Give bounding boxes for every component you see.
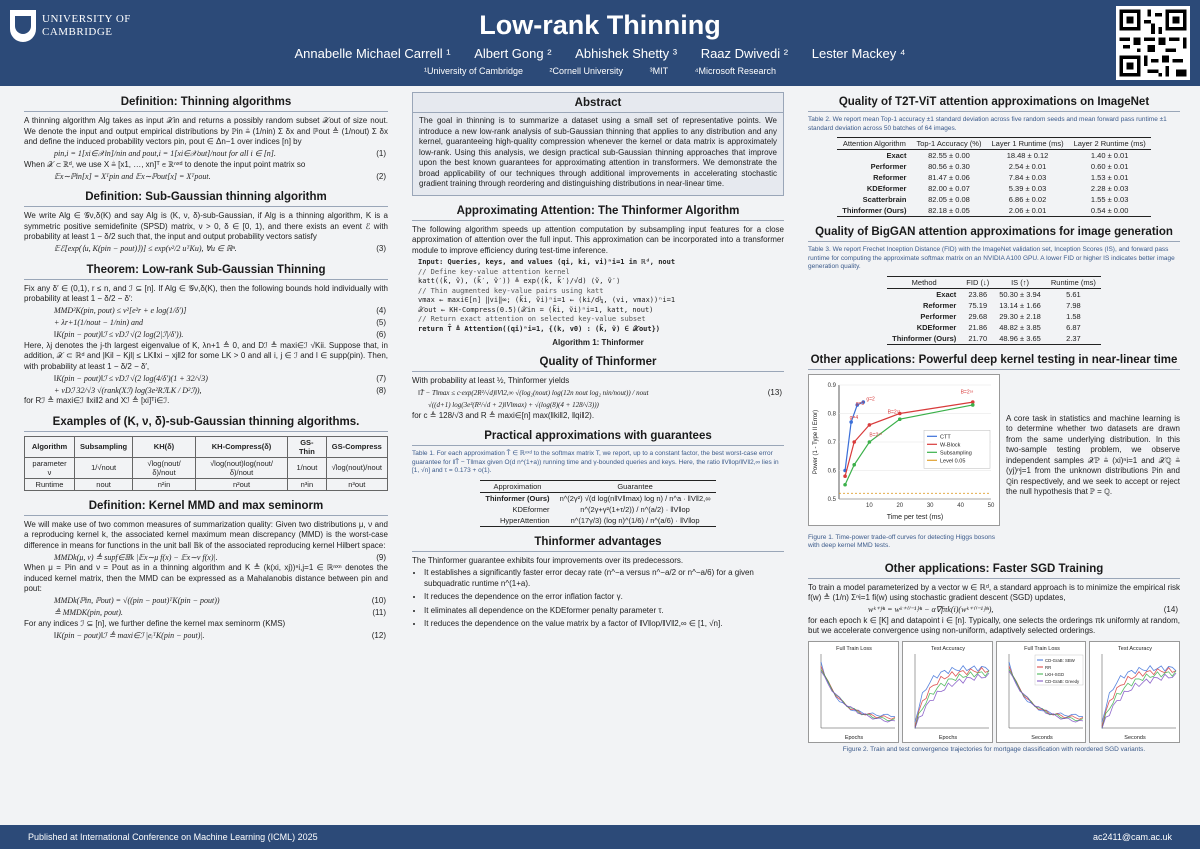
body-text: for each epoch k ∈ [K] and datapoint i ∈ [n]. Typically, one selects the orderings πk uniformly at random, but we accelerate convergence using non-uniform, adaptively selected orderings. bbox=[808, 615, 1180, 635]
legend-label: LKH-SGD bbox=[1044, 671, 1064, 677]
cell-value: 29.30 ± 2.18 bbox=[999, 311, 1041, 321]
plot-title: Test Accuracy bbox=[1118, 645, 1153, 652]
section-mmd bbox=[24, 496, 388, 642]
table-row bbox=[837, 183, 1150, 194]
cell-value: 5.39 ± 0.03 bbox=[1008, 184, 1047, 193]
table-row: HyperAttention n^(17γ/3) (log n)^(1/6) / n^(a/6) · ‖V‖op bbox=[480, 515, 715, 527]
cell-value: 1.55 ± 0.03 bbox=[1090, 195, 1129, 204]
series-line bbox=[1102, 667, 1176, 726]
row-label: KDEformer bbox=[866, 184, 907, 193]
cell-value: 23.86 bbox=[968, 289, 988, 299]
equation: 𝔼ℰ[exp(⟨u, K(pin − pout)⟩)] ≤ exp(ν²/2 uᵀKu), ∀u ∈ ℝⁿ. (3) bbox=[54, 244, 386, 253]
annotation-label: B=2¹² bbox=[887, 409, 901, 415]
author: Albert Gong ² bbox=[474, 46, 552, 61]
cell-value: 80.56 ± 0.30 bbox=[928, 162, 970, 171]
cell-value: 2.54 ± 0.01 bbox=[1008, 162, 1047, 171]
sgd-train-loss-epochs-plot bbox=[808, 641, 899, 743]
section-sgd bbox=[808, 559, 1180, 755]
equation: ‖T̂ − T‖max ≤ c·exp(2R²/√d)‖V‖2,∞ √(log₂(nout) log(12n nout log₂ nin/nout)) / nout (13) bbox=[418, 388, 782, 397]
row-label: Performer bbox=[920, 311, 957, 321]
row-label: KDEformer bbox=[916, 322, 957, 332]
body-text: With probability at least ½, Thinformer yields bbox=[412, 376, 570, 385]
data-point bbox=[852, 463, 856, 467]
table-header-row: Method FID (↓) IS (↑) Runtime (ms) bbox=[887, 276, 1101, 288]
data-point bbox=[971, 403, 975, 407]
equation: pin,i = 1[xi∈𝒳in]/nin and pout,i = 1[xi∈𝒳out]/nout for all i ∈ [n]. (1) bbox=[54, 148, 386, 158]
annotation-label: g=3 bbox=[855, 400, 865, 407]
data-point bbox=[868, 423, 872, 427]
section-quality bbox=[412, 352, 784, 421]
cell-value: 0.54 ± 0.00 bbox=[1069, 205, 1151, 217]
examples-table bbox=[24, 436, 388, 491]
x-axis-label: Seconds bbox=[1030, 734, 1053, 741]
equation: + νDℐ 32/√3 √(rank(Xℐ) log(3e²RℐLK / D²ℐ)), (8) bbox=[54, 385, 386, 395]
table-header-row: Approximation Guarantee bbox=[480, 480, 715, 492]
cell-value: 2.37 bbox=[1046, 333, 1101, 345]
section-practical bbox=[412, 426, 784, 527]
table-caption: Table 3. We report Frechet Inception Distance (FID) with the ImageNet validation set, Inception Scores (IS), and forward pass runtime for computing the approximate softmax matrix on an NVIDIA A100 GPU. A lower FID or higher IS indicates better image generation quality. bbox=[808, 246, 1175, 270]
biggan-table bbox=[887, 276, 1101, 345]
series-line bbox=[915, 667, 989, 726]
section-title: Theorem: Low-rank Sub-Gaussian Thinning bbox=[24, 260, 388, 280]
table-row: Runtime nout n²in n²out n³in n³out bbox=[25, 478, 388, 490]
section-examples bbox=[24, 412, 388, 491]
legend-label: CTT bbox=[940, 433, 951, 440]
x-axis-label: Seconds bbox=[1124, 734, 1146, 741]
section-title: Quality of Thinformer bbox=[412, 352, 784, 372]
row-label: Reformer bbox=[873, 173, 907, 182]
equation: MMDk(ℙin, ℙout) = √((pin − pout)ᵀK(pin − pout)) (10) bbox=[54, 596, 386, 605]
data-point bbox=[843, 474, 847, 478]
contact-email[interactable]: ac2411@cam.ac.uk bbox=[1092, 832, 1172, 842]
data-point bbox=[852, 440, 856, 444]
series-line bbox=[821, 666, 895, 719]
section-advantages bbox=[412, 532, 784, 630]
author: Abhishek Shetty ³ bbox=[575, 46, 678, 61]
right-column bbox=[808, 92, 1180, 759]
plot-title: Full Train Loss bbox=[1023, 645, 1060, 652]
table-row bbox=[887, 300, 1101, 311]
table-row: KDEformer n^(2γ+γ²(1+τ/2)) / n^(a/2) · ‖V‖op bbox=[512, 504, 690, 514]
body-text: Fix any δ′ ∈ (0,1), r ≤ n, and ℐ ⊆ [n]. If Alg ∈ 𝒢ν,δ(K), then the following bounds hold individually with probability at least 1 − δ/2 − δ′: bbox=[24, 283, 388, 303]
annotation-label: g=4 bbox=[849, 414, 859, 421]
cell-value: 2.28 ± 0.03 bbox=[1090, 184, 1129, 193]
data-point bbox=[868, 440, 872, 444]
cell-value: 82.55 ± 0.00 bbox=[928, 151, 970, 160]
row-label: Exact bbox=[886, 151, 907, 160]
series-line bbox=[1102, 670, 1176, 728]
equation: ‖K(pin − pout)‖ℐ ≜ maxi∈ℐ |eᵢᵀK(pin − pout)|. (12) bbox=[54, 630, 386, 640]
body-text: Here, λj denotes the j-th largest eigenvalue of K, λn+1 ≜ 0, and Dℐ ≜ maxi∈ℐ √Kii. Suppose that, in addition, 𝒳 ⊂ ℝᵈ and |Kil − Kjl| ≤ LK‖xi − xj‖2 for some LK > 0 and all i, j ∈ ℐ and l ∈ supp(pin). Then, with probability at least 1 − δ/2 − δ′, bbox=[24, 340, 388, 371]
section-title: Examples of (K, ν, δ)-sub-Gaussian thinning algorithms. bbox=[24, 412, 388, 432]
cell-value: 21.86 bbox=[968, 322, 988, 332]
body-text: for Rℐ ≜ maxi∈ℐ ‖xi‖2 and Xℐ ≜ [xi]ᵀi∈ℐ. bbox=[24, 396, 170, 405]
equation: 𝔼x∼ℙin[x] = Xᵀpin and 𝔼x∼ℙout[x] = Xᵀpout. (2) bbox=[54, 171, 386, 181]
cell-value: 13.14 ± 1.66 bbox=[999, 300, 1041, 310]
section-title: Other applications: Faster SGD Training bbox=[808, 559, 1180, 579]
equation: wᵏ⁺ⁱ⁄ⁿ = wᵏ⁺⁽ⁱ⁻¹⁾⁄ⁿ − α∇fπk(i)(wᵏ⁺⁽ⁱ⁻¹⁾⁄ⁿ), (14) bbox=[868, 605, 1178, 614]
row-label: Performer bbox=[870, 162, 907, 171]
affiliation: ³MIT bbox=[649, 66, 669, 76]
row-label: Exact bbox=[936, 289, 957, 299]
equation: MMDk(μ, ν) ≜ supf∈𝔹k |𝔼x∼μ f(x) − 𝔼x∼ν f(x)|. (9) bbox=[54, 552, 386, 562]
section-title: Definition: Thinning algorithms bbox=[24, 92, 388, 112]
body-text: A core task in statistics and machine learning is to determine whether two datasets are drawn from the same underlying distribution. In this two-sample testing problem, we observe independent samples 𝒳ℙ ≜ (xi)ⁿi=1 and 𝒳ℚ ≜ (yj)ⁿj=1 from the unknown distributions ℙin and ℚin respectively, and we seek to accept or reject the null hypothesis that ℙ = ℚ. bbox=[1006, 413, 1180, 496]
table-caption: Table 2. We report mean Top-1 accuracy ±1 standard deviation across five random seeds and mean forward pass runtime ±1 standard deviation across 50 batches of 64 images. bbox=[808, 116, 1167, 132]
x-axis-label: Time per test (ms) bbox=[886, 513, 944, 521]
advantage-list bbox=[412, 568, 784, 630]
x-axis-label: Epochs bbox=[938, 734, 957, 741]
series-line bbox=[1102, 673, 1176, 728]
equation: + λr+1(1/nout − 1/nin) and (5) bbox=[54, 318, 386, 327]
table-row bbox=[887, 333, 1101, 345]
sgd-train-loss-seconds-plot bbox=[996, 641, 1087, 743]
table-row bbox=[887, 311, 1101, 322]
cell-value: 29.68 bbox=[968, 311, 988, 321]
legend-label: Subsampling bbox=[940, 449, 972, 456]
algorithm-caption: Algorithm 1: Thinformer bbox=[552, 338, 644, 347]
body-text: The Thinformer guarantee exhibits four improvements over its predecessors. bbox=[412, 555, 684, 565]
sgd-test-acc-epochs-plot bbox=[902, 641, 993, 743]
y-tick-label: 0.5 bbox=[827, 496, 836, 503]
sgd-figure bbox=[808, 641, 1180, 743]
legend-label: W-Block bbox=[940, 441, 961, 448]
left-column bbox=[24, 92, 388, 646]
plot-title: Test Accuracy bbox=[930, 645, 965, 652]
poster-header bbox=[0, 0, 1200, 86]
table-row bbox=[887, 322, 1101, 333]
section-title: Abstract bbox=[413, 93, 783, 113]
cell-value: 1.40 ± 0.01 bbox=[1090, 151, 1129, 160]
x-tick-label: 50 bbox=[987, 502, 995, 509]
affiliation: ⁴Microsoft Research bbox=[694, 66, 776, 76]
y-axis-label: Power (1 - Type II Error) bbox=[813, 409, 819, 474]
sgd-test-acc-seconds-plot bbox=[1089, 641, 1180, 743]
section-biggan bbox=[808, 222, 1180, 345]
row-label: Reformer bbox=[922, 300, 957, 310]
cell-value: 7.84 ± 0.03 bbox=[1008, 173, 1047, 182]
cell-value: 0.60 ± 0.01 bbox=[1090, 162, 1129, 171]
series-line bbox=[845, 402, 863, 470]
t2t-vit-table bbox=[837, 137, 1150, 217]
section-title: Thinformer advantages bbox=[412, 532, 784, 552]
table-row bbox=[837, 205, 1150, 217]
equation: √((d+1) log(3e²(R²/√d + 2)‖V‖max) + √(log(8)(4 + 128/√3))) bbox=[428, 400, 599, 409]
annotation-label: B=2¹⁰ bbox=[869, 431, 883, 438]
section-title: Definition: Sub-Gaussian thinning algorithm bbox=[24, 187, 388, 207]
x-tick-label: 10 bbox=[866, 502, 873, 509]
poster-footer bbox=[0, 825, 1200, 849]
x-tick-label: 30 bbox=[926, 502, 934, 509]
section-title: Other applications: Powerful deep kernel testing in near-linear time bbox=[808, 350, 1180, 370]
cell-value: 75.19 bbox=[968, 300, 988, 310]
body-text: To train a model parameterized by a vector w ∈ ℝᵈ, a standard approach is to minimize the empirical risk f(w) ≜ (1/n) Σⁿi=1 fi(w) using stochastic gradient descent (SGD) updates, bbox=[808, 582, 1180, 602]
algorithm-block: Input: Queries, keys, and values (qi, ki, vi)ⁿi=1 in ℝᵈ, nout // Define key-value attention kernel katt((k̃, ṽ), (k̃′, ṽ′)) ≜ exp(⟨k̃, k̃′⟩/√d) ⟨ṽ, ṽ′⟩ // Thin augmented key-value pairs using katt vmax ← maxi∈[n] ‖vi‖∞; (k̃i, ṽi)ⁿi=1 ← (ki/d¼, (vi, vmax))ⁿi=1 𝒳out ← KH-Compress(0.5)(𝒳in = (k̃i, ṽi)ⁿi=1, katt, nout) // Return exact attention on selected key-value subset return T̂ ≜ Attention((qi)ⁿi=1, {(k, v0) : (k̃, ṽ) ∈ 𝒳out}) bbox=[418, 258, 676, 333]
cell-value: 48.82 ± 3.85 bbox=[999, 322, 1041, 332]
legend-label: Level 0.05 bbox=[940, 457, 966, 464]
affiliation: ²Cornell University bbox=[549, 66, 624, 76]
body-text: For any indices ℐ ⊆ [n], we further define the kernel max seminorm (KMS) bbox=[24, 618, 286, 628]
x-tick-label: 20 bbox=[896, 502, 904, 509]
author: Annabelle Michael Carrell ¹ bbox=[294, 46, 451, 61]
power-chart bbox=[808, 374, 1000, 526]
cell-value: 7.98 bbox=[1066, 300, 1081, 310]
poster-title: Low-rank Thinning bbox=[479, 10, 721, 40]
cell-value: 21.70 bbox=[961, 333, 994, 345]
section-title: Quality of T2T-ViT attention approximations on ImageNet bbox=[808, 92, 1180, 112]
cell-value: 18.48 ± 0.12 bbox=[1006, 151, 1049, 160]
table-row bbox=[887, 288, 1101, 300]
cell-value: 82.00 ± 0.07 bbox=[928, 184, 970, 193]
equation: ‖K(pin − pout)‖ℐ ≤ νDℐ √(2 log(2|ℐ|/δ′)). (6) bbox=[54, 330, 386, 339]
affiliation: ¹University of Cambridge bbox=[423, 66, 524, 76]
author-list bbox=[0, 46, 1200, 61]
series-line bbox=[915, 673, 989, 728]
table-row: Thinformer (Ours) n^(2γ²) √(d log(n‖V‖max) log n) / n^a · ‖V‖2,∞ bbox=[485, 493, 711, 503]
section-t2t-vit bbox=[808, 92, 1180, 217]
author: Lester Mackey ⁴ bbox=[811, 46, 906, 61]
middle-column bbox=[412, 92, 784, 635]
row-label: Scatterbrain bbox=[862, 195, 907, 204]
list-item: • It reduces the dependence on the error inflation factor γ. bbox=[424, 592, 784, 603]
figure-caption: Figure 1. Time-power trade-off curves for detecting Higgs bosons with deep kernel MMD tests. bbox=[808, 533, 996, 549]
section-theorem bbox=[24, 260, 388, 407]
section-title: Quality of BigGAN attention approximations for image generation bbox=[808, 222, 1180, 242]
equation: MMD²K(pin, pout) ≤ ν²[e²r + e log(1/δ′)] (4) bbox=[54, 306, 386, 315]
section-abstract bbox=[412, 92, 784, 196]
y-tick-label: 0.6 bbox=[827, 468, 836, 474]
row-label: Thinformer (Ours) bbox=[837, 205, 911, 217]
row-label: Thinformer (Ours) bbox=[887, 333, 961, 345]
section-title: Definition: Kernel MMD and max seminorm bbox=[24, 496, 388, 516]
body-text: The following algorithm speeds up attention computation by subsampling input features for a close approximation of attention over the full input. This approximation can be incorporated into a transformer module to improve efficiency during test-time inference. bbox=[412, 224, 784, 255]
cell-value: 82.18 ± 0.05 bbox=[911, 205, 986, 217]
section-attention bbox=[412, 201, 784, 348]
data-point bbox=[843, 482, 847, 486]
table-row bbox=[837, 161, 1150, 172]
section-thinning-def bbox=[24, 92, 388, 182]
cell-value: 48.96 ± 3.65 bbox=[994, 333, 1046, 345]
annotation-label: B=2¹⁸ bbox=[960, 389, 974, 396]
data-point bbox=[898, 417, 902, 421]
cell-value: 1.58 bbox=[1066, 311, 1081, 321]
legend-label: CD-GraB: SBW bbox=[1044, 657, 1075, 663]
section-title: Practical approximations with guarantees bbox=[412, 426, 784, 446]
cell-value: 2.06 ± 0.01 bbox=[986, 205, 1068, 217]
cell-value: 5.61 bbox=[1066, 289, 1081, 299]
cell-value: 6.87 bbox=[1066, 322, 1081, 332]
y-tick-label: 0.7 bbox=[827, 439, 836, 446]
section-title: Approximating Attention: The Thinformer Algorithm bbox=[412, 201, 784, 221]
series-line bbox=[915, 670, 989, 728]
list-item: • It reduces the dependence on the value matrix by a factor of ‖V‖op/‖V‖2,∞ ∈ [1, √n]. bbox=[424, 619, 784, 630]
author: Raaz Dwivedi ² bbox=[700, 46, 789, 61]
cell-value: 81.47 ± 0.06 bbox=[928, 173, 970, 182]
guarantee-table bbox=[480, 480, 715, 527]
section-kernel-testing bbox=[808, 350, 1180, 554]
qr-code-icon[interactable] bbox=[1116, 6, 1190, 80]
table-caption: Table 1. For each approximation T̂ ∈ ℝⁿˣᵈ to the softmax matrix T, we report, up to a constant factor, the best worst-case error guarantee for ‖T̂ − T‖max given O(d n^(1+a)) running time and γ-bounded queries and keys. Here, the ratio ‖V‖op/‖V‖2,∞ lies in [1, √n] and τ = 0.173 + o(1). bbox=[412, 450, 779, 474]
figure-caption: Figure 2. Train and test convergence trajectories for mortgage classification with reordered SGD variants. bbox=[842, 745, 1146, 753]
y-tick-label: 0.8 bbox=[827, 411, 836, 417]
venue-text: Published at International Conference on Machine Learning (ICML) 2025 bbox=[28, 832, 318, 842]
table-row: parameter ν 1/√nout √log(nout/δ)/nout √log(nout)log(nout/δ)/nout 1/nout √log(nout)/nout bbox=[25, 457, 388, 478]
table-row bbox=[837, 194, 1150, 205]
section-subgaussian-def bbox=[24, 187, 388, 255]
list-item: • It establishes a significantly faster error decay rate (n^−a versus n^−a/2 or n^−a/6) for a given subquadratic runtime n^(1+a). bbox=[424, 568, 784, 589]
affiliation-list bbox=[0, 66, 1200, 76]
cell-value: 1.53 ± 0.01 bbox=[1090, 173, 1129, 182]
table-row bbox=[837, 172, 1150, 183]
body-text: When μ = ℙin and ν = ℙout as in a thinning algorithm and K ≜ (k(xi, xj))ⁿi,j=1 ∈ ℝⁿˣⁿ denotes the induced kernel matrix, then the MMD can be expressed as a Mahalanobis distance between pin and pout: bbox=[24, 563, 388, 593]
body-text: A thinning algorithm Alg takes as input 𝒳in and returns a possibly random subset 𝒳out of size nout. We denote the input and output empirical distributions by ℙin ≜ (1/nin) Σ δx and ℙout ≜ (1/nout) Σ δx and define the induced probability vectors pin, pout ∈ Δn−1 over indices [n] by bbox=[24, 116, 388, 146]
cell-value: 6.86 ± 0.02 bbox=[1008, 195, 1047, 204]
equation: ‖K(pin − pout)‖ℐ ≤ νDℐ √(2 log(4/δ′)(1 + 32/√3) (7) bbox=[54, 373, 386, 383]
y-tick-label: 0.9 bbox=[827, 382, 836, 389]
cell-value: 82.05 ± 0.08 bbox=[928, 195, 970, 204]
body-text: When 𝒳 ⊂ ℝᵈ, we use X ≜ [x1, …, xn]ᵀ ∈ ℝⁿˣᵈ to denote the input point matrix so bbox=[24, 159, 306, 169]
x-tick-label: 40 bbox=[957, 502, 964, 509]
body-text: We will make use of two common measures of summarization quality: Given two distributions μ, ν and a reproducing kernel k, the associated kernel maximum mean discrepancy (MMD) is the worst-case difference in means for functions in the unit ball 𝔹k of the associated reproducing kernel Hilbert space: bbox=[24, 519, 388, 550]
legend-label: RR bbox=[1044, 664, 1051, 670]
abstract-text: The goal in thinning is to summarize a dataset using a small set of representative points. We introduce a new low-rank analysis of sub-Gaussian thinning that applies to any distribution and any kernel, guaranteeing high-quality compression whenever the kernel or data matrix is approximately low-rank. Using this analysis, we design practical sub-Gaussian thinning approaches that improve upon the best known guarantees for approximating attention in transformers. We demonstrate the broad applicability of our techniques through additional improvements in accelerating stochastic gradient training through reordering and distinguishing distributions in near-linear time. bbox=[419, 116, 777, 188]
x-axis-label: Epochs bbox=[844, 734, 864, 741]
table-row bbox=[837, 150, 1150, 162]
cell-value: 50.30 ± 3.94 bbox=[999, 289, 1041, 299]
legend-label: CD-GraB: Greedy bbox=[1044, 678, 1079, 684]
plot-title: Full Train Loss bbox=[836, 645, 872, 652]
table-header-row: Algorithm Subsampling KH(δ) KH-Compress(δ) GS-Thin GS-Compress bbox=[25, 436, 388, 457]
university-name: UNIVERSITY OF CAMBRIDGE bbox=[42, 13, 131, 38]
equation: ≜ MMDK(pin, pout). (11) bbox=[54, 608, 386, 617]
body-text: for c ≜ 128/√3 and R ≜ maxi∈[n] max(‖ki‖2, ‖qi‖2). bbox=[412, 410, 595, 420]
annotation-label: g=2 bbox=[866, 396, 875, 403]
body-text: We write Alg ∈ 𝒢ν,δ(K) and say Alg is (K, ν, δ)-sub-Gaussian, if Alg is a thinning algorithm, K is a symmetric positive semidefinite (SPSD) matrix, ν > 0, δ ∈ [0, 1), and there exists an event ℰ with probability at least 1 − δ/2 such that, the input and output probability vectors satisfy bbox=[24, 211, 388, 241]
table-header-row: Attention Algorithm Top-1 Accuracy (%) Layer 1 Runtime (ms) Layer 2 Runtime (ms) bbox=[837, 138, 1150, 150]
list-item: • It eliminates all dependence on the KDEformer penalty parameter τ. bbox=[424, 606, 784, 617]
